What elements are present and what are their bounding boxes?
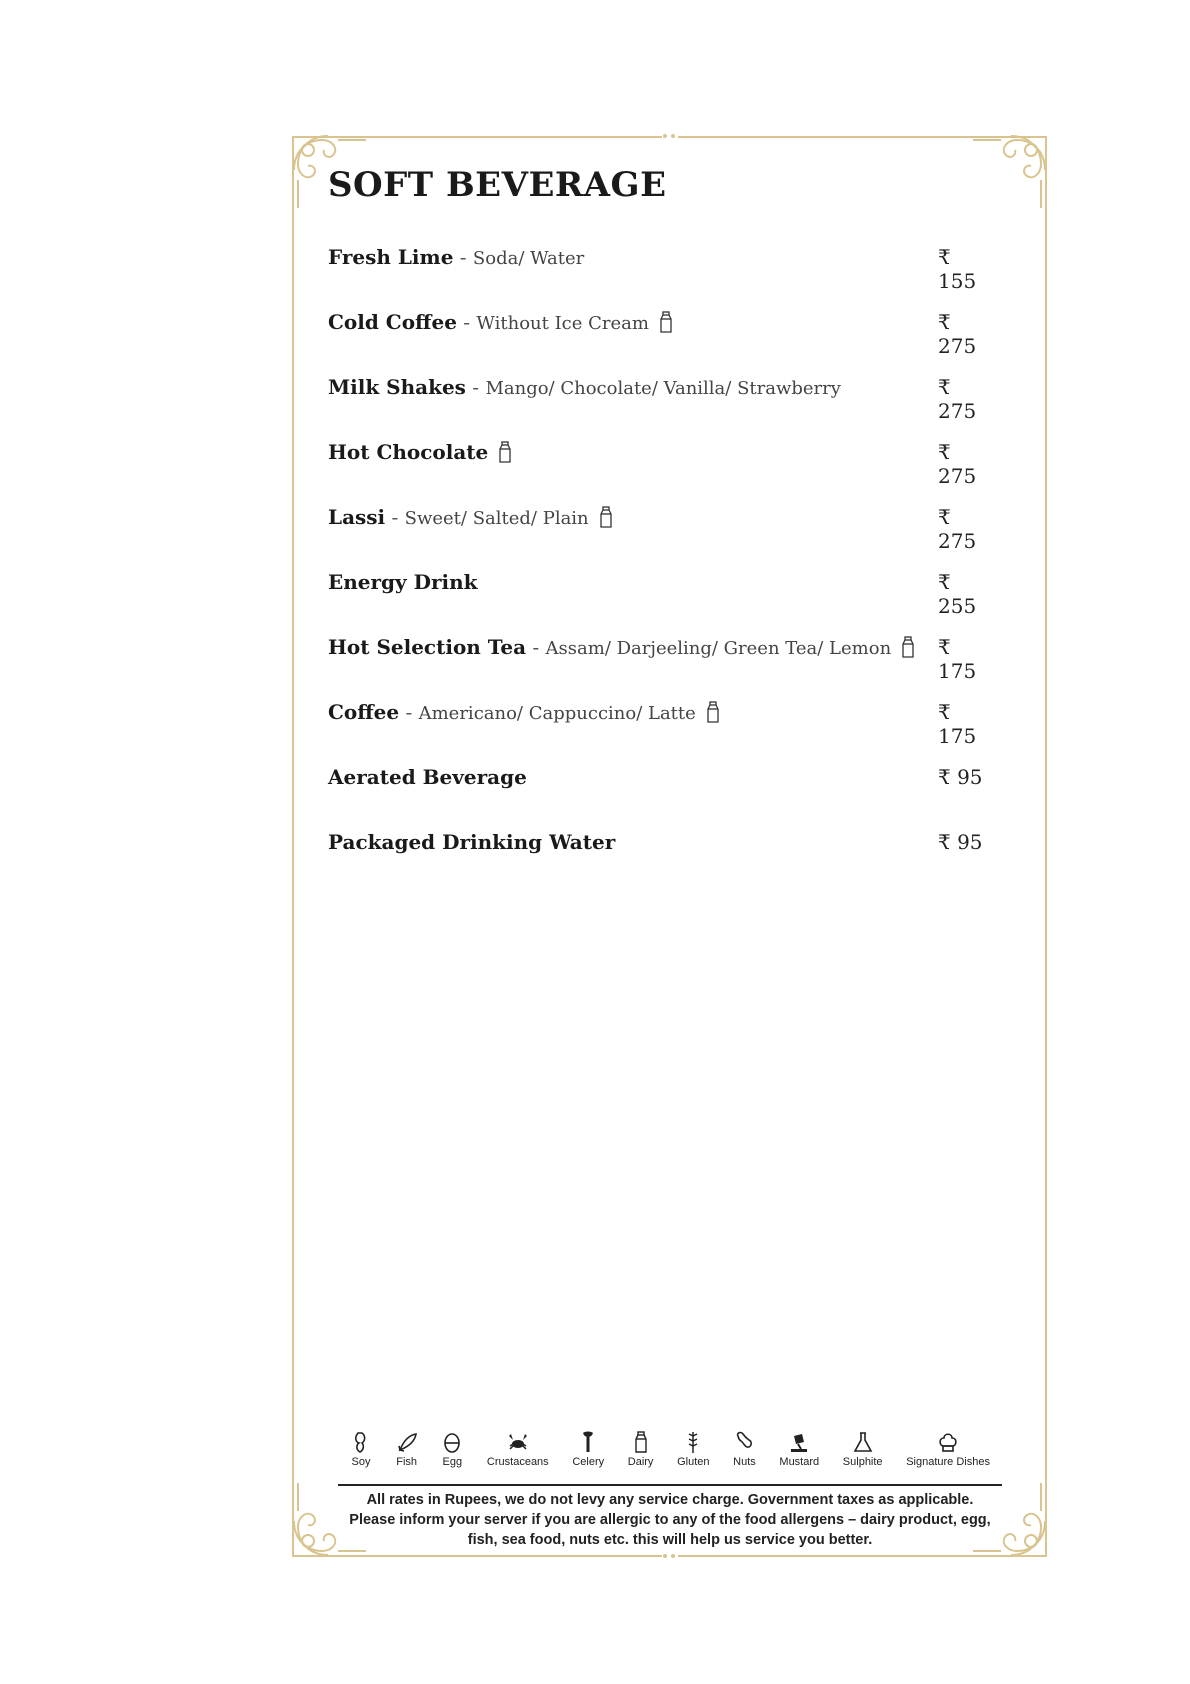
allergen-label: Celery — [572, 1456, 605, 1468]
item-separator: - — [385, 505, 405, 529]
allergen-label: Gluten — [677, 1456, 710, 1468]
allergen-label: Fish — [396, 1456, 418, 1468]
menu-item — [328, 310, 988, 375]
flask-icon — [852, 1430, 874, 1454]
item-price: ₹ 155 — [938, 245, 977, 293]
allergen-label: Nuts — [733, 1456, 756, 1468]
menu-item-text — [328, 505, 613, 529]
crab-icon — [507, 1430, 529, 1454]
menu-item — [328, 765, 988, 830]
dairy-icon — [488, 440, 512, 464]
allergen-item — [906, 1430, 990, 1482]
item-name: Aerated Beverage — [328, 765, 527, 789]
menu-item-text — [328, 245, 584, 269]
allergen-label: Mustard — [779, 1456, 820, 1468]
allergen-label: Soy — [351, 1456, 371, 1468]
item-name: Hot Chocolate — [328, 440, 489, 464]
fish-icon — [396, 1430, 418, 1454]
dairy-icon — [589, 505, 613, 529]
item-name: Energy Drink — [328, 570, 478, 594]
item-price: ₹ 275 — [938, 505, 977, 553]
item-name: Hot Selection Tea — [328, 635, 527, 659]
item-description: Americano/ Cappuccino/ Latte — [418, 703, 696, 724]
item-name: Milk Shakes — [328, 375, 466, 399]
item-description: Sweet/ Salted/ Plain — [404, 508, 589, 529]
item-separator: - — [456, 310, 477, 334]
item-description: Without Ice Cream — [476, 313, 649, 334]
allergen-item — [441, 1430, 463, 1482]
menu-item — [328, 570, 988, 635]
note-line: Please inform your server if you are allergic to any of the food allergens – dairy product, egg, — [349, 1512, 991, 1528]
menu-item-text — [328, 570, 478, 594]
item-separator: - — [526, 635, 546, 659]
item-name: Lassi — [328, 505, 386, 529]
item-price: ₹ 275 — [938, 440, 977, 488]
allergen-item — [350, 1430, 372, 1482]
item-name: Coffee — [328, 700, 400, 724]
item-price: ₹ 95 — [938, 830, 983, 854]
menu-item-text — [328, 375, 841, 399]
item-price: ₹ 275 — [938, 310, 977, 358]
menu-item-text — [328, 310, 673, 334]
item-separator: - — [453, 245, 473, 269]
item-price: ₹ 175 — [938, 700, 977, 748]
footer-notes — [340, 1490, 1000, 1550]
allergen-legend — [350, 1430, 990, 1482]
allergen-item — [843, 1430, 883, 1482]
border-ornament-bottom — [662, 1553, 678, 1561]
menu-item — [328, 635, 988, 700]
wheat-icon — [682, 1430, 704, 1454]
item-name: Cold Coffee — [328, 310, 457, 334]
item-name: Fresh Lime — [328, 245, 454, 269]
item-separator: - — [399, 700, 419, 724]
allergen-item — [487, 1430, 549, 1482]
celery-icon — [577, 1430, 599, 1454]
allergen-label: Signature Dishes — [906, 1456, 990, 1468]
allergen-label: Egg — [442, 1456, 463, 1468]
item-description: Mango/ Chocolate/ Vanilla/ Strawberry — [485, 378, 841, 399]
allergen-item — [628, 1430, 654, 1482]
menu-item — [328, 440, 988, 505]
menu-list — [328, 245, 988, 895]
menu-item — [328, 505, 988, 570]
allergen-label: Crustaceans — [486, 1456, 549, 1468]
page-title: SOFT BEVERAGE — [328, 165, 667, 205]
menu-item-text — [328, 765, 527, 789]
allergen-item — [733, 1430, 756, 1482]
corner-ornament-top-right — [971, 130, 1051, 210]
allergen-item — [677, 1430, 709, 1482]
menu-item — [328, 700, 988, 765]
menu-item-text — [328, 440, 512, 464]
dairy-icon — [630, 1430, 652, 1454]
allergen-item — [572, 1430, 604, 1482]
dairy-icon — [696, 700, 720, 724]
item-price: ₹ 95 — [938, 765, 983, 789]
item-description: Soda/ Water — [472, 248, 585, 269]
menu-item-text — [328, 700, 720, 724]
item-name: Packaged Drinking Water — [328, 830, 616, 854]
item-price: ₹ 175 — [938, 635, 977, 683]
item-description: Assam/ Darjeeling/ Green Tea/ Lemon — [545, 638, 892, 659]
menu-item — [328, 375, 988, 440]
menu-item-text — [328, 635, 915, 659]
menu-item-text — [328, 830, 615, 854]
allergen-label: Dairy — [627, 1456, 654, 1468]
mustard-icon — [788, 1430, 810, 1454]
menu-item — [328, 830, 988, 895]
dairy-icon — [891, 635, 915, 659]
border-ornament-top — [662, 133, 678, 141]
note-line: fish, sea food, nuts etc. this will help us service you better. — [467, 1532, 873, 1548]
menu-item — [328, 245, 988, 310]
allergen-item — [396, 1430, 418, 1482]
divider — [338, 1484, 1002, 1486]
item-price: ₹ 275 — [938, 375, 977, 423]
note-line: All rates in Rupees, we do not levy any service charge. Government taxes as applicable. — [366, 1492, 974, 1508]
egg-icon — [441, 1430, 463, 1454]
dairy-icon — [649, 310, 673, 334]
chef-hat-icon — [937, 1430, 959, 1454]
allergen-label: Sulphite — [842, 1456, 883, 1468]
soy-icon — [350, 1430, 372, 1454]
item-price: ₹ 255 — [938, 570, 977, 618]
peanut-icon — [733, 1430, 755, 1454]
allergen-item — [779, 1430, 819, 1482]
item-separator: - — [465, 375, 486, 399]
